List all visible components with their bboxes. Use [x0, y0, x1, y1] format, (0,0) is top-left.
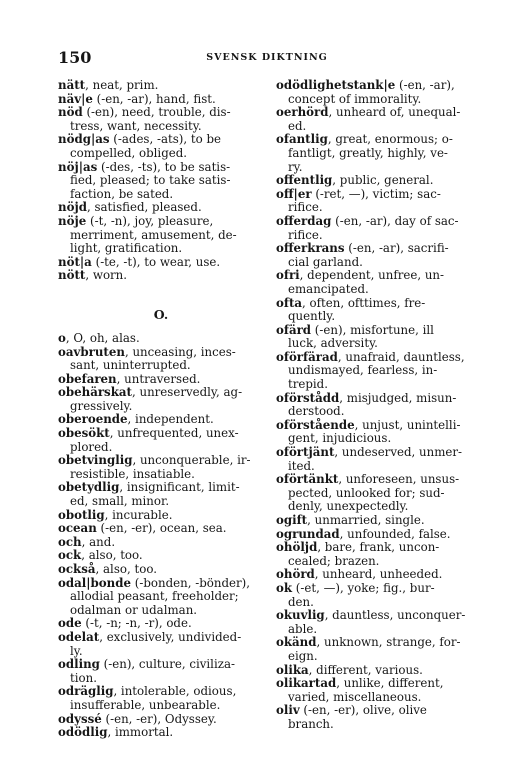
definition: (-ret, —), victim; sac- rifice.	[288, 186, 441, 215]
definition: , O, oh, alas.	[65, 330, 140, 345]
dictionary-entry	[58, 481, 264, 508]
dictionary-entry	[276, 269, 482, 296]
definition: (-en, -er), Odyssey.	[101, 711, 217, 726]
definition: , unheard of, unequal- ed.	[288, 105, 461, 133]
dictionary-entry	[276, 79, 482, 106]
left-column	[58, 79, 264, 740]
definition: , satisfied, pleased.	[86, 200, 202, 215]
definition: , worn.	[85, 268, 128, 283]
dictionary-entry	[58, 522, 264, 536]
definition: , unafraid, dauntless, undismayed, fearless, in- trepid.	[288, 349, 465, 392]
headword: okuvlig	[276, 608, 325, 623]
headword: odödlighetstank|e	[276, 78, 396, 92]
dictionary-entry	[276, 106, 482, 133]
headword: nöj|as	[58, 159, 98, 174]
dictionary-entry	[276, 446, 482, 473]
definition: , unmarried, single.	[307, 513, 425, 527]
dictionary-entry	[276, 677, 482, 704]
headword: offerkrans	[276, 241, 345, 256]
definition: , unknown, strange, for- eign.	[288, 635, 461, 663]
page-number: 150	[58, 48, 92, 67]
headword: off|er	[276, 186, 312, 201]
definition: , exclusively, undivided- ly.	[70, 629, 242, 658]
headword: ohörd	[276, 567, 315, 582]
definition: , public, general.	[332, 173, 434, 188]
dictionary-entry	[276, 242, 482, 269]
headword: obesökt	[58, 426, 110, 441]
definition: , misjudged, misun- derstood.	[288, 390, 457, 419]
definition: (-en, -er), ocean, sea.	[96, 521, 227, 536]
dictionary-entry	[276, 609, 482, 636]
dictionary-entry	[276, 704, 482, 731]
definition: (-en), misfortune, ill luck, adversity.	[288, 322, 434, 351]
headword: näv|e	[58, 91, 93, 106]
headword: ok	[276, 580, 293, 595]
definition: (-et, —), yoke; fig., bur- den.	[288, 580, 435, 609]
running-title: SVENSK DIKTNING	[206, 52, 328, 63]
definition: , unfounded, false.	[339, 526, 451, 541]
dictionary-entry	[276, 664, 482, 678]
definition: , intolerable, odious, insufferable, unbearable.	[70, 684, 237, 712]
definition: , great, enormous; o- fantligt, greatly, highly, ve- ry.	[288, 132, 453, 174]
dictionary-entry	[58, 427, 264, 454]
headword: olikartad	[276, 676, 337, 691]
dictionary-entry	[58, 93, 264, 107]
page-header	[58, 48, 476, 68]
headword: oavbruten	[58, 344, 125, 359]
headword: obehärskat	[58, 385, 132, 400]
dictionary-entry	[276, 297, 482, 324]
headword: ofantlig	[276, 132, 328, 147]
definition: , also, too.	[95, 562, 157, 576]
headword: okänd	[276, 635, 317, 650]
headword: ofärd	[276, 322, 312, 337]
headword: ofta	[276, 295, 303, 310]
definition: , unforeseen, unsus- pected, unlooked for; sud- denly, unexpectedly.	[288, 472, 460, 514]
dictionary-entry	[58, 332, 264, 346]
definition: , unceasing, inces- sant, uninterrupted.	[70, 344, 236, 373]
headword: ofri	[276, 268, 300, 283]
headword: o	[58, 330, 66, 345]
headword: obetvinglig	[58, 453, 133, 468]
dictionary-entry	[58, 133, 264, 160]
dictionary-entry	[58, 713, 264, 727]
definition: (-t, -n; -n, -r), ode.	[81, 616, 192, 631]
definition: (-en, -ar), hand, fist.	[92, 91, 216, 106]
headword: obetydlig	[58, 480, 120, 495]
headword: ock	[58, 548, 82, 563]
dictionary-entry	[58, 536, 264, 550]
headword: oförstådd	[276, 390, 340, 405]
headword: obotlig	[58, 507, 105, 522]
dictionary-entry	[276, 174, 482, 188]
dictionary-entry	[276, 324, 482, 351]
definition: , bare, frank, uncon- cealed; brazen.	[288, 540, 440, 568]
headword: offerdag	[276, 213, 332, 228]
headword: ohöljd	[276, 540, 318, 555]
headword: nöt|a	[58, 254, 92, 269]
dictionary-entry	[58, 685, 264, 712]
headword: ocean	[58, 521, 97, 536]
definition: (-en), culture, civiliza- tion.	[70, 657, 235, 685]
definition: , dependent, unfree, un- emancipated.	[288, 268, 445, 296]
definition: (-en, -er), olive, olive branch.	[288, 703, 427, 731]
headword: olika	[276, 662, 309, 677]
dictionary-entry	[58, 617, 264, 631]
definition: , different, various.	[308, 662, 423, 677]
headword: och	[58, 534, 82, 549]
dictionary-entry	[58, 413, 264, 427]
definition: , unjust, unintelli- gent, injudicious.	[288, 417, 461, 446]
definition: (-en, -ar), concept of immorality.	[288, 78, 455, 106]
definition: , immortal.	[107, 725, 174, 740]
dictionary-entry	[276, 392, 482, 419]
definition: , unconquerable, ir- resistible, insatiable.	[70, 453, 251, 481]
headword: nöd	[58, 105, 83, 120]
definition: (-te, -t), to wear, use.	[91, 254, 221, 269]
headword: nöje	[58, 213, 87, 228]
dictionary-entry	[58, 386, 264, 413]
headword: oförtjänt	[276, 445, 335, 460]
dictionary-entry	[276, 528, 482, 542]
definition: , unreservedly, ag- gressively.	[70, 385, 243, 413]
headword: oerhörd	[276, 105, 329, 120]
definition: (-bonden, -bönder), allodial peasant, freeholder; odalman or udalman.	[70, 575, 250, 617]
dictionary-entry	[276, 514, 482, 528]
headword: också	[58, 562, 96, 576]
headword: nöjd	[58, 200, 87, 215]
definition: , independent.	[127, 412, 214, 427]
definition: (-en), need, trouble, dis- tress, want, necessity.	[70, 105, 231, 133]
dictionary-entry	[58, 631, 264, 658]
headword: oförstående	[276, 417, 355, 432]
headword: odräglig	[58, 684, 114, 699]
definition: , dauntless, unconquer- able.	[288, 608, 466, 636]
headword: ogrundad	[276, 526, 340, 541]
definition: , neat, prim.	[85, 78, 159, 92]
dictionary-entry	[276, 351, 482, 392]
dictionary-entry	[58, 215, 264, 256]
dictionary-entry	[276, 188, 482, 215]
dictionary-entry	[58, 346, 264, 373]
headword: odyssé	[58, 711, 102, 726]
dictionary-entry	[58, 726, 264, 740]
headword: nätt	[58, 78, 86, 92]
dictionary-entry	[276, 636, 482, 663]
dictionary-entry	[58, 454, 264, 481]
dictionary-entry	[58, 509, 264, 523]
dictionary-entry	[58, 269, 264, 283]
right-column	[276, 79, 482, 732]
dictionary-entry	[276, 473, 482, 514]
headword: ode	[58, 616, 82, 631]
dictionary-entry	[276, 419, 482, 446]
dictionary-entry	[276, 582, 482, 609]
dictionary-entry	[58, 161, 264, 202]
headword: obefaren	[58, 371, 117, 386]
section-letter: O.	[153, 306, 169, 322]
headword: oliv	[276, 703, 300, 718]
headword: odödlig	[58, 725, 108, 740]
headword: nött	[58, 268, 86, 283]
headword: offentlig	[276, 173, 333, 188]
definition: (-ades, -ats), to be compelled, obliged.	[70, 132, 222, 160]
dictionary-entry	[276, 541, 482, 568]
dictionary-entry	[276, 133, 482, 174]
definition: , also, too.	[81, 548, 143, 563]
headword: odal|bonde	[58, 575, 131, 590]
dictionary-entry	[58, 577, 264, 618]
definition: , unfrequented, unex- plored.	[70, 426, 239, 454]
definition: (-en, -ar), day of sac- rifice.	[288, 213, 459, 242]
definition: , incurable.	[104, 507, 173, 522]
definition: (-en, -ar), sacrifi- cial garland.	[288, 241, 449, 269]
left-entries-top	[58, 79, 264, 283]
definition: , often, ofttimes, fre- quently.	[288, 295, 426, 324]
definition: , unlike, different, varied, miscellaneous.	[288, 676, 444, 704]
headword: odelat	[58, 629, 100, 644]
dictionary-entry	[58, 201, 264, 215]
dictionary-entry	[276, 215, 482, 242]
definition: , unheard, unheeded.	[314, 567, 443, 582]
dictionary-entry	[58, 658, 264, 685]
definition: , undeserved, unmer- ited.	[288, 445, 463, 473]
right-entries	[276, 79, 482, 732]
definition: , insignificant, limit- ed, small, minor.	[70, 480, 240, 509]
headword: oförfärad	[276, 349, 338, 364]
dictionary-entry	[58, 106, 264, 133]
definition: (-t, -n), joy, pleasure, merriment, amusement, de- light, gratification.	[70, 213, 237, 256]
dictionary-entry	[58, 373, 264, 387]
headword: ogift	[276, 513, 308, 527]
definition: , and.	[81, 534, 116, 549]
dictionary-entry	[58, 549, 264, 563]
headword: oberoende	[58, 412, 128, 427]
headword: nödg|as	[58, 132, 110, 147]
dictionary-entry	[276, 568, 482, 582]
headword: odling	[58, 657, 100, 672]
headword: oförtänkt	[276, 472, 339, 487]
left-entries-bottom	[58, 332, 264, 740]
dictionary-entry	[58, 256, 264, 270]
definition: , untraversed.	[116, 371, 201, 386]
dictionary-entry	[58, 79, 264, 93]
dictionary-entry	[58, 563, 264, 577]
definition: (-des, -ts), to be satis- fied, pleased; to take satis- faction, be sated.	[70, 159, 231, 201]
